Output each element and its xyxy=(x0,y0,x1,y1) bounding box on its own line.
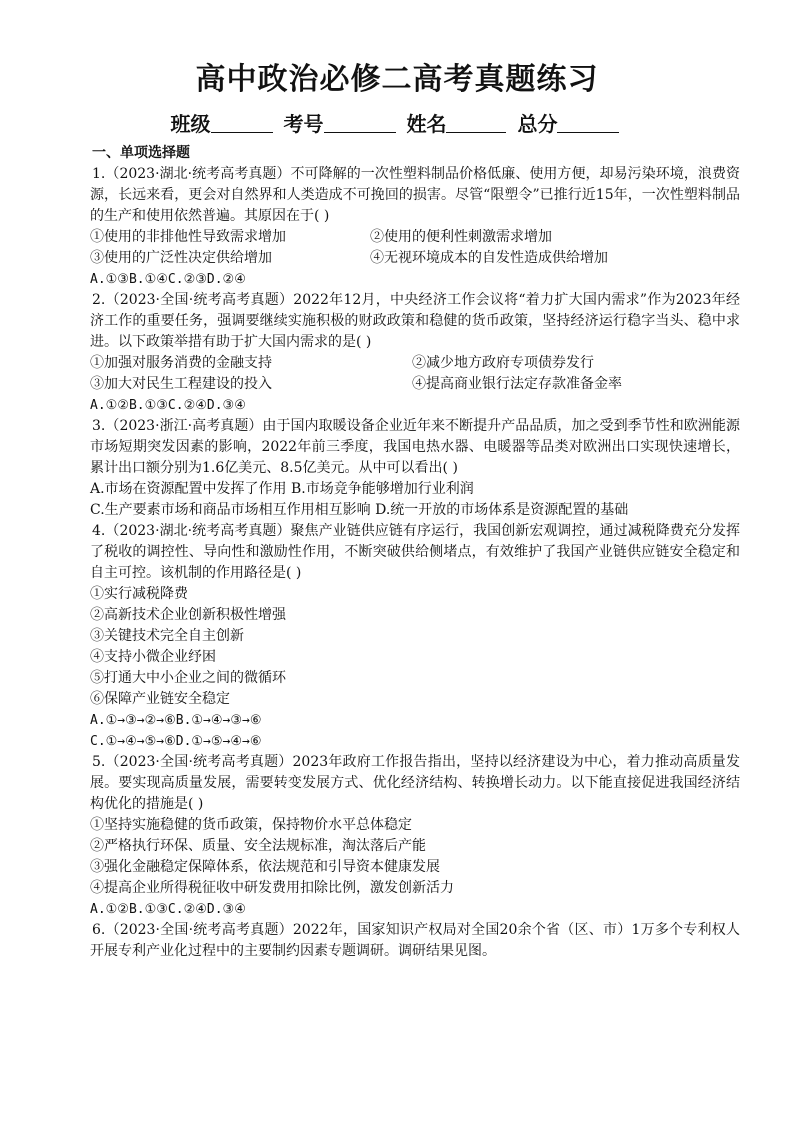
option-item: ②使用的便利性刺激需求增加 xyxy=(370,229,552,245)
total-score-blank xyxy=(557,112,619,133)
option-item: ②高新技术企业创新积极性增强 xyxy=(90,607,286,623)
answer-choices: C.①→④→⑤→⑥D.①→⑤→④→⑥ xyxy=(90,734,262,749)
options-row xyxy=(90,353,740,374)
answer-choices: A.①③B.①④C.②③D.②④ xyxy=(90,272,246,287)
option-item: ③强化金融稳定保障体系，依法规范和引导资本健康发展 xyxy=(90,859,440,875)
option-item: ②减少地方政府专项债券发行 xyxy=(412,355,594,371)
answer-choices: A.①②B.①③C.②④D.③④ xyxy=(90,398,246,413)
exam-number-blank xyxy=(324,112,396,133)
question-3 xyxy=(90,416,740,521)
question-stem: 6.（2023·全国·统考高考真题）2022年，国家知识产权局对全国20余个省（区、市）1万多个专利权人开展专利产业化过程中的主要制约因素专题调研。调研结果见图。 xyxy=(90,922,740,959)
options-row xyxy=(90,374,740,395)
class-label: 班级 xyxy=(170,112,211,136)
option-item: ③关键技术完全自主创新 xyxy=(90,628,244,644)
question-4 xyxy=(90,521,740,752)
section-heading: 一、单项选择题 xyxy=(92,145,190,161)
options-row xyxy=(90,227,740,248)
exam-number-label: 考号 xyxy=(283,112,324,136)
option-item: ⑥保障产业链安全稳定 xyxy=(90,691,230,707)
question-1 xyxy=(90,164,740,290)
options-row xyxy=(90,248,740,269)
option-item: ①加强对服务消费的金融支持 xyxy=(90,355,272,371)
question-stem: 1.（2023·湖北·统考高考真题）不可降解的一次性塑料制品价格低廉、使用方便，却易污染环境，浪费资源，长远来看，更会对自然界和人类造成不可挽回的损害。尽管“限塑令”已推行近15年，一次性塑料制品的生产和使用依然普遍。其原因在于( ) xyxy=(90,166,740,224)
option-item: ④支持小微企业纾困 xyxy=(90,649,216,665)
question-stem: 2.（2023·全国·统考高考真题）2022年12月，中央经济工作会议将“着力扩大国内需求”作为2023年经济工作的重要任务，强调要继续实施积极的财政政策和稳健的货币政策，坚持经济运行稳字当头、稳中求进。以下政策举措有助于扩大国内需求的是( ) xyxy=(90,292,740,350)
option-item: ②严格执行环保、质量、安全法规标准，淘汰落后产能 xyxy=(90,838,426,854)
option-item: ④提高企业所得税征收中研发费用扣除比例，激发创新活力 xyxy=(90,880,454,896)
question-5 xyxy=(90,752,740,920)
option-item: ③使用的广泛性决定供给增加 xyxy=(90,250,272,266)
option-item: ①坚持实施稳健的货币政策，保持物价水平总体稳定 xyxy=(90,817,412,833)
total-score-label: 总分 xyxy=(517,112,558,136)
answer-choices: A.①→③→②→⑥B.①→④→③→⑥ xyxy=(90,713,262,728)
option-line: C.生产要素市场和商品市场相互作用相互影响 D.统一开放的市场体系是资源配置的基础 xyxy=(90,502,629,518)
option-item: ①实行减税降费 xyxy=(90,586,188,602)
class-blank xyxy=(211,112,273,133)
option-item: ④无视环境成本的自发性造成供给增加 xyxy=(370,250,608,266)
student-info-fields xyxy=(0,110,794,138)
question-stem: 4.（2023·湖北·统考高考真题）聚焦产业链供应链有序运行，我国创新宏观调控，通过减税降费充分发挥了税收的调控性、导向性和激励性作用，不断突破供给侧堵点，有效维护了我国产业链供应链安全稳定和自主可控。该机制的作用路径是( ) xyxy=(90,523,740,581)
question-list xyxy=(90,142,740,962)
name-label: 姓名 xyxy=(406,112,447,136)
option-item: ④提高商业银行法定存款准备金率 xyxy=(412,376,622,392)
question-2 xyxy=(90,290,740,416)
option-line: A.市场在资源配置中发挥了作用 B.市场竞争能够增加行业利润 xyxy=(90,481,474,497)
question-stem: 3.（2023·浙江·高考真题）由于国内取暖设备企业近年来不断提升产品品质，加之受到季节性和欧洲能源市场短期突发因素的影响，2022年前三季度，我国电热水器、电暖器等品类对欧洲出口实现快速增长，累计出口额分别为1.6亿美元、8.5亿美元。从中可以看出( ) xyxy=(90,418,740,476)
question-6 xyxy=(90,920,740,962)
option-item: ③加大对民生工程建设的投入 xyxy=(90,376,272,392)
option-item: ①使用的非排他性导致需求增加 xyxy=(90,229,286,245)
answer-choices: A.①②B.①③C.②④D.③④ xyxy=(90,902,246,917)
question-stem: 5.（2023·全国·统考高考真题）2023年政府工作报告指出，坚持以经济建设为中心，着力推动高质量发展。要实现高质量发展，需要转变发展方式、优化经济结构、转换增长动力。以下能直接促进我国经济结构优化的措施是( ) xyxy=(90,754,740,812)
name-blank xyxy=(446,112,506,133)
option-item: ⑤打通大中小企业之间的微循环 xyxy=(90,670,286,686)
page-title: 高中政治必修二高考真题练习 xyxy=(195,62,599,97)
